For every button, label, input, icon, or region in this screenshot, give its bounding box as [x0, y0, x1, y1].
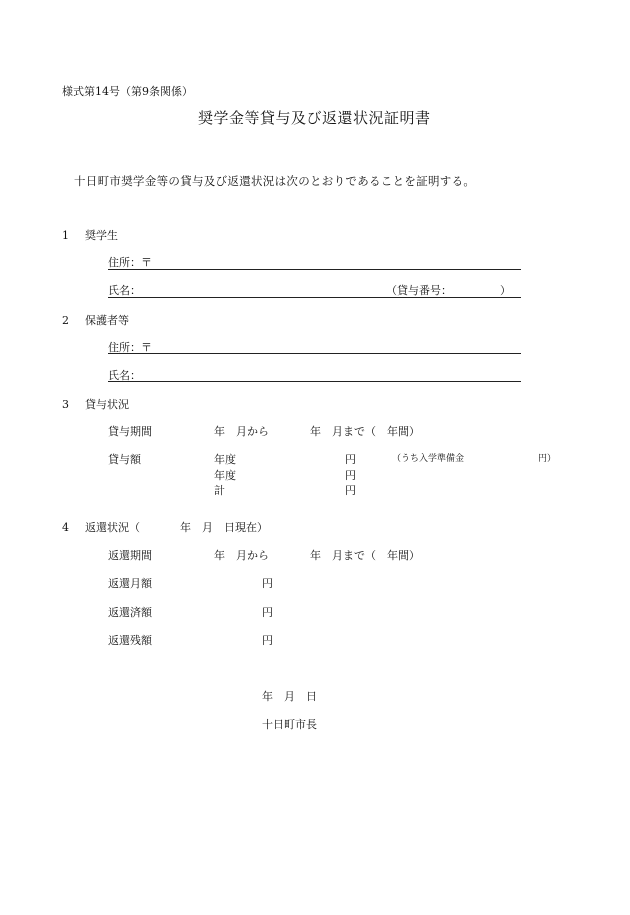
section-4-heading: 返還状況（: [85, 521, 140, 534]
loan-yen-2: 円: [345, 469, 356, 482]
section-2-number: 2: [62, 314, 69, 327]
loan-total-label: 計: [214, 484, 225, 497]
repay-period-to: 年 月まで（ 年間）: [310, 549, 420, 562]
entrance-fund-close: 円）: [538, 454, 557, 464]
loan-fiscal-year-2: 年度: [214, 469, 236, 482]
remaining-amount-label: 返還残額: [108, 634, 152, 647]
repay-monthly-yen: 円: [262, 577, 273, 590]
section-3-heading: 貸与状況: [85, 398, 129, 411]
loan-number-close: ）: [500, 284, 511, 297]
section-4-as-of-date: 年 月 日現在）: [180, 521, 268, 534]
entrance-fund-open: （うち入学準備金: [392, 454, 465, 464]
issue-date: 年 月 日: [262, 690, 317, 703]
section-3-number: 3: [62, 398, 69, 411]
loan-yen-1: 円: [345, 453, 356, 466]
student-name-label: 氏名：: [108, 284, 141, 297]
repaid-amount-label: 返還済額: [108, 606, 152, 619]
loan-period-label: 貸与期間: [108, 425, 152, 438]
guardian-address-label: 住所：〒: [108, 341, 152, 354]
section-4-number: 4: [62, 521, 69, 534]
loan-period-from: 年 月から: [214, 425, 269, 438]
section-2-heading: 保護者等: [85, 314, 129, 327]
remaining-amount-yen: 円: [262, 634, 273, 647]
loan-number-open: （貸与番号：: [386, 284, 452, 297]
form-number: 様式第14号（第9条関係）: [62, 85, 193, 98]
section-1-heading: 奨学生: [85, 229, 118, 242]
loan-yen-total: 円: [345, 484, 356, 497]
section-1-number: 1: [62, 229, 69, 242]
loan-amount-label: 貸与額: [108, 453, 141, 466]
student-address-label: 住所：〒: [108, 256, 152, 269]
repaid-amount-yen: 円: [262, 606, 273, 619]
issuer-title: 十日町市長: [262, 718, 317, 731]
loan-fiscal-year-1: 年度: [214, 453, 236, 466]
document-title: 奨学金等貸与及び返還状況証明書: [198, 109, 431, 127]
guardian-name-line[interactable]: [108, 381, 521, 382]
loan-period-to: 年 月まで（ 年間）: [310, 425, 420, 438]
student-name-line[interactable]: [108, 297, 521, 298]
repay-period-label: 返還期間: [108, 549, 152, 562]
repay-period-from: 年 月から: [214, 549, 269, 562]
student-address-line[interactable]: [108, 269, 521, 270]
guardian-address-line[interactable]: [108, 353, 521, 354]
guardian-name-label: 氏名：: [108, 369, 141, 382]
certification-statement: 十日町市奨学金等の貸与及び返還状況は次のとおりであることを証明する。: [74, 174, 476, 188]
repay-monthly-label: 返還月額: [108, 577, 152, 590]
